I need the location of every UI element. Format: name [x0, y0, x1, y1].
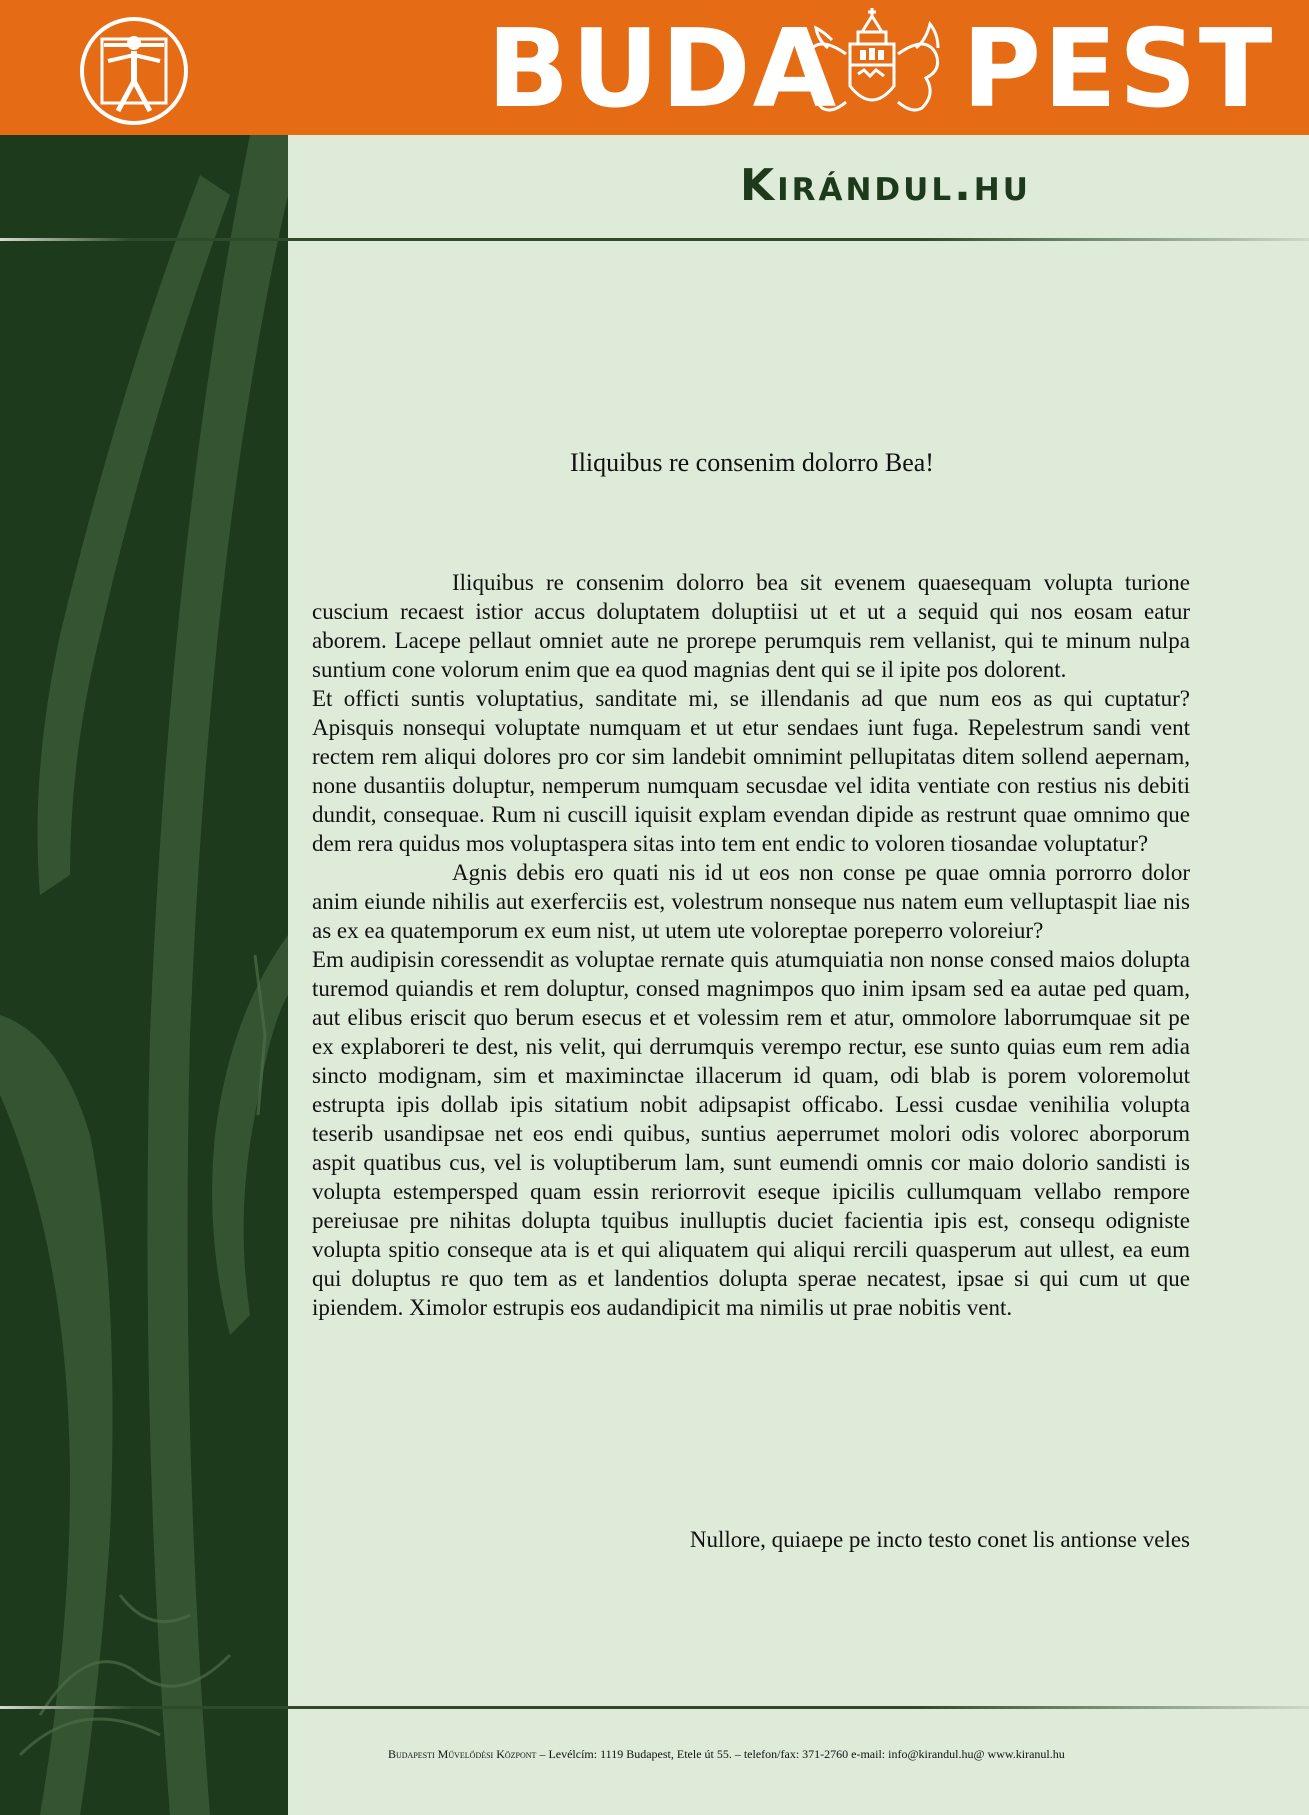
- footer-details: – Levélcím: 1119 Budapest, Etele út 55. – telefon/fax: 371-2760 e-mail: info@kirandul.hu@ www.kiranul.hu: [536, 1747, 1065, 1761]
- footer-contact: [388, 1747, 1248, 1762]
- site-title: Kirándul.hu: [740, 160, 1031, 211]
- letter-greeting: Iliquibus re consenim dolorro Bea!: [570, 448, 934, 477]
- paragraph: Agnis debis ero quati nis id ut eos non conse pe quae omnia porrorro dolor anim eiunde nihilis aut exerferciis est, volestrum nonseque nus natem eum velluptaspit liae nis as ex ea quatemporum ex eum nist, ut utem ute voloreptae poreperro voloreiur?: [312, 860, 1190, 943]
- brand-pest: PEST: [962, 7, 1275, 132]
- letter-body: [312, 568, 1190, 1322]
- paragraph: Iliquibus re consenim dolorro bea sit evenem quaesequam volupta turione cuscium recaest istior accus doluptatem doluptiisi ut et ut a sequid qui nos eosam eatur aborem. Lacepe pellaut omniet aute ne prorepe perumquis rem vellanist, qui te minum nulpa suntium cone volorum enim que ea quod magnias dent qui se il ipite pos dolorent.: [312, 570, 1190, 682]
- decorative-sidebar: [0, 135, 288, 1815]
- top-divider-line: [0, 238, 1309, 241]
- grass-leaves-illustration: [0, 135, 288, 1815]
- bottom-divider-line: [0, 1706, 1309, 1709]
- budapest-coat-of-arms-icon: [788, 4, 956, 130]
- letter-closing: Nullore, quiaepe pe incto testo conet lis antionse veles: [689, 1527, 1190, 1552]
- paragraph: Et officti suntis voluptatius, sanditate mi, se illendanis ad que num eos as qui cuptatur? Apisquis nonsequi voluptate numquam et ut etur sendaes iunt fuga. Repelestrum sandi vent rectem rem aliqui dolores pro cor sim landebit omnimint pellupitatas ditem sollend aepernam, none dusantiis doluptur, nemperum numquam secusdae vel idita ventiate con restius nis debiti dundit, consequae. Rum ni cuscill iquisit explam evendan dipide as restrunt quae omnimo que dem rera quidus mos voluptaspera sitas into tem ent endic to voloren tiosandae voluptatur?: [312, 686, 1190, 856]
- header-banner: [0, 0, 1309, 135]
- brand-buda: BUDA: [487, 7, 839, 132]
- footer-organization: Budapesti Művelődési Központ: [388, 1747, 537, 1761]
- vitruvian-man-icon: [78, 15, 190, 127]
- paragraph: Em audipisin coressendit as voluptae rernate quis atumquiatia non nonse consed maios dolupta turemod quiandis et rem doluptur, consed magnimpos quo inim ipsam sed ea autae ped quam, aut elibus eriscit quo berum esecus et et volessim rem et atur, ommolore laborrumquae sit pe ex explaboreri te dest, nis velit, qui derrumquis verempo rectur, ese sunto quias eum rem adia sincto modignam, sim et maximinctae illacerum id quam, odi blab is porem voloremolut estrupta ipis dollab ipis sitatium nobit adipsapist officabo. Lessi cusdae venihilia volupta teserib usandipsae net eos endi quibus, suntius aeperrumet molori odis volorec aborporum aspit quatibus cus, vel is voluptiberum lam, sunt eumendi omnis cor maio dolorio sandisti is volupta estempersped quam essin reriorrovit eseque ipicilis cullumquam vellabo rempore pereiusae pre nihitas dolupta tquibus inulluptis duciet facientia ipis est, consequ odigniste volupta spitio conseque ata is et qui aliquatem qui aliqui rercili quasperum aut ullest, ea eum qui doluptus re quo tem as et landentios dolupta sperae necatest, ipsae si qui cum ut que ipiendem. Ximolor estrupis eos audandipicit ma nimilis ut prae nobitis vent.: [312, 947, 1190, 1320]
